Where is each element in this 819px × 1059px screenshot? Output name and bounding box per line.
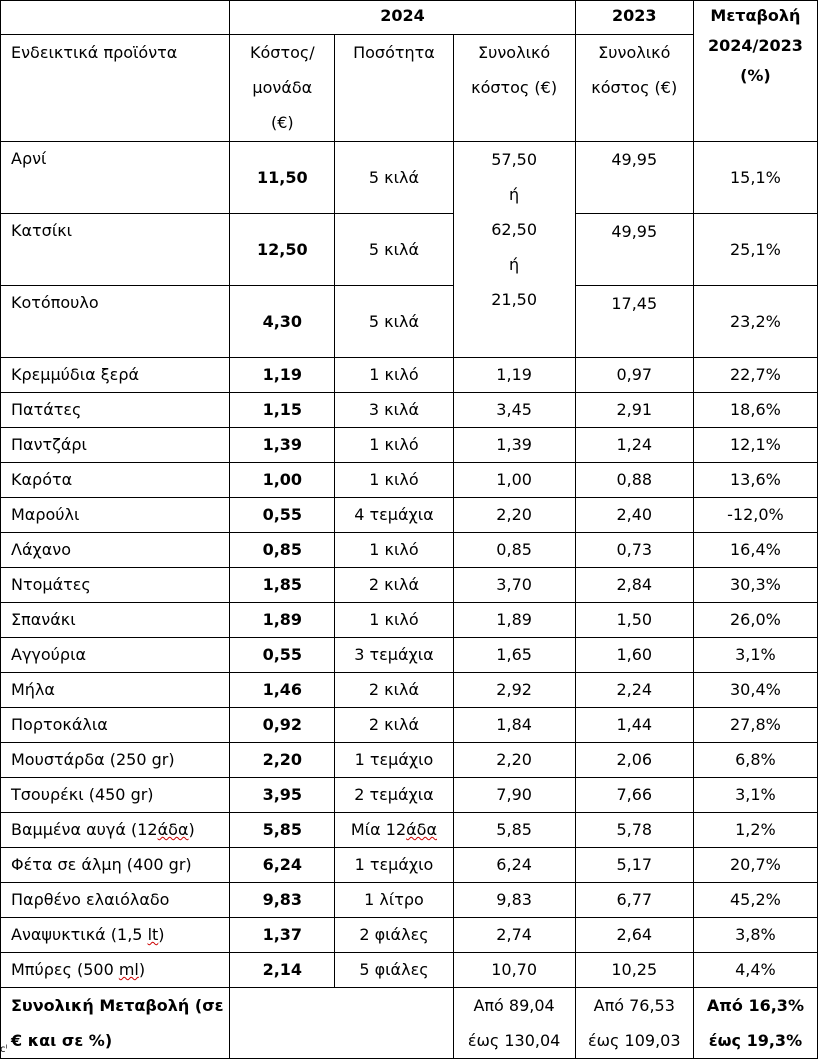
table-row — [1, 708, 818, 743]
total-2024: 3,45 — [453, 393, 575, 428]
change-percent: 16,4% — [693, 533, 817, 568]
header-product: Ενδεικτικά προϊόντα — [1, 35, 230, 142]
total-2024: 0,85 — [453, 533, 575, 568]
total-change-to: έως 19,3% — [708, 1031, 803, 1050]
table-row-goat — [1, 214, 818, 286]
unit-cost: 2,20 — [230, 743, 335, 778]
table-row — [1, 498, 818, 533]
quantity: 4 τεμάχια — [335, 498, 453, 533]
total-2023: 17,45 — [575, 286, 693, 358]
change-percent: 20,7% — [693, 848, 817, 883]
table-row — [1, 358, 818, 393]
change-percent: 25,1% — [693, 214, 817, 286]
unit-cost: 3,95 — [230, 778, 335, 813]
quantity: 5 φιάλες — [335, 953, 453, 988]
total-change-range — [693, 988, 817, 1059]
quantity: 2 κιλά — [335, 568, 453, 603]
change-percent: -12,0% — [693, 498, 817, 533]
total-2023: 6,77 — [575, 883, 693, 918]
table-row — [1, 918, 818, 953]
total-2023: 10,25 — [575, 953, 693, 988]
header-year-2023: 2023 — [575, 1, 693, 35]
total-2024: 7,90 — [453, 778, 575, 813]
table-row — [1, 883, 818, 918]
table-row — [1, 533, 818, 568]
table-row — [1, 743, 818, 778]
change-percent: 30,3% — [693, 568, 817, 603]
header-total-2024 — [453, 35, 575, 142]
table-row-lamb — [1, 142, 818, 214]
product-name-part: Μπύρες (500 — [11, 960, 119, 979]
product-name: Φέτα σε άλμη (400 gr) — [1, 848, 230, 883]
table-row — [1, 463, 818, 498]
total-2024: 6,24 — [453, 848, 575, 883]
header-change-line1: Μεταβολή — [710, 6, 801, 25]
unit-cost: 1,39 — [230, 428, 335, 463]
unit-cost: 1,85 — [230, 568, 335, 603]
change-percent: 26,0% — [693, 603, 817, 638]
product-name: Ντομάτες — [1, 568, 230, 603]
total-2023: 1,60 — [575, 638, 693, 673]
footer-fragment: ᴄᴵ — [0, 1044, 8, 1055]
quantity: 2 τεμάχια — [335, 778, 453, 813]
header-total-2024-line2: κόστος (€) — [471, 78, 558, 97]
product-name — [1, 918, 230, 953]
product-name: Μουστάρδα (250 gr) — [1, 743, 230, 778]
quantity: 1 κιλό — [335, 358, 453, 393]
total-2024: 10,70 — [453, 953, 575, 988]
product-name: Αρνί — [1, 142, 230, 214]
quantity: 1 λίτρο — [335, 883, 453, 918]
change-percent: 12,1% — [693, 428, 817, 463]
quantity: 2 φιάλες — [335, 918, 453, 953]
product-name: Κρεμμύδια ξερά — [1, 358, 230, 393]
change-percent: 23,2% — [693, 286, 817, 358]
product-name-part: ) — [188, 820, 195, 839]
product-name-part: ) — [138, 960, 146, 979]
change-percent: 1,2% — [693, 813, 817, 848]
total-2024-to: έως 130,04 — [467, 1031, 561, 1050]
header-unit-cost-line3: (€) — [270, 113, 294, 132]
total-label-line1: Συνολική Μεταβολή (σε — [11, 996, 224, 1015]
meat-total-or: ή — [509, 185, 520, 204]
unit-cost: 11,50 — [230, 142, 335, 214]
total-2023: 0,88 — [575, 463, 693, 498]
table-row — [1, 778, 818, 813]
table-row — [1, 673, 818, 708]
product-name: Πορτοκάλια — [1, 708, 230, 743]
total-2024: 3,70 — [453, 568, 575, 603]
spellcheck-underline: lt — [147, 925, 159, 944]
unit-cost: 12,50 — [230, 214, 335, 286]
total-2023-to: έως 109,03 — [588, 1031, 681, 1050]
total-2023: 1,24 — [575, 428, 693, 463]
change-percent: 3,1% — [693, 778, 817, 813]
change-percent: 30,4% — [693, 673, 817, 708]
total-2024: 1,65 — [453, 638, 575, 673]
unit-cost: 1,46 — [230, 673, 335, 708]
product-name: Παρθένο ελαιόλαδο — [1, 883, 230, 918]
total-2024-range — [453, 988, 575, 1059]
total-2023: 2,64 — [575, 918, 693, 953]
meat-total-or: ή — [509, 255, 520, 274]
table-row — [1, 603, 818, 638]
table-row — [1, 953, 818, 988]
unit-cost: 4,30 — [230, 286, 335, 358]
unit-cost: 1,89 — [230, 603, 335, 638]
quantity: 2 κιλά — [335, 708, 453, 743]
header-change-line2: 2024/2023 — [707, 36, 803, 55]
change-percent: 22,7% — [693, 358, 817, 393]
unit-cost: 1,15 — [230, 393, 335, 428]
table-row — [1, 638, 818, 673]
quantity: 1 κιλό — [335, 603, 453, 638]
header-unit-cost-line2: μονάδα — [252, 78, 313, 97]
unit-cost: 5,85 — [230, 813, 335, 848]
product-name-part: Βαμμένα αυγά (12 — [11, 820, 158, 839]
total-2024: 5,85 — [453, 813, 575, 848]
quantity: 3 τεμάχια — [335, 638, 453, 673]
total-empty-cell — [230, 988, 453, 1059]
quantity: 1 κιλό — [335, 428, 453, 463]
unit-cost: 1,19 — [230, 358, 335, 393]
total-2024: 1,84 — [453, 708, 575, 743]
total-2024: 9,83 — [453, 883, 575, 918]
spellcheck-underline: άδα — [406, 820, 438, 839]
table-row — [1, 848, 818, 883]
total-2023: 0,73 — [575, 533, 693, 568]
header-total-2024-line1: Συνολικό — [478, 43, 551, 62]
header-total-2023-line1: Συνολικό — [598, 43, 671, 62]
header-unit-cost-line1: Κόστος/ — [250, 43, 315, 62]
total-2024: 1,19 — [453, 358, 575, 393]
header-quantity: Ποσότητα — [335, 35, 453, 142]
change-percent: 3,8% — [693, 918, 817, 953]
product-name: Μαρούλι — [1, 498, 230, 533]
quantity: 1 τεμάχιο — [335, 743, 453, 778]
quantity — [335, 813, 453, 848]
product-name: Σπανάκι — [1, 603, 230, 638]
header-empty-cell — [1, 1, 230, 35]
total-2023: 2,84 — [575, 568, 693, 603]
meat-total-chicken: 21,50 — [491, 290, 538, 309]
change-percent: 4,4% — [693, 953, 817, 988]
total-2023: 1,50 — [575, 603, 693, 638]
total-2023: 49,95 — [575, 142, 693, 214]
header-year-2024: 2024 — [230, 1, 575, 35]
table-body-products — [1, 358, 818, 988]
quantity: 5 κιλά — [335, 214, 453, 286]
quantity: 1 τεμάχιο — [335, 848, 453, 883]
total-2023: 2,06 — [575, 743, 693, 778]
unit-cost: 0,85 — [230, 533, 335, 568]
product-name-part: Αναψυκτικά (1,5 — [11, 925, 148, 944]
product-name: Παντζάρι — [1, 428, 230, 463]
table-row-chicken — [1, 286, 818, 358]
quantity: 1 κιλό — [335, 463, 453, 498]
unit-cost: 1,00 — [230, 463, 335, 498]
product-name — [1, 813, 230, 848]
header-change — [693, 1, 817, 142]
product-name: Κοτόπουλο — [1, 286, 230, 358]
quantity: 1 κιλό — [335, 533, 453, 568]
total-2023-from: Από 76,53 — [593, 996, 675, 1015]
total-2023: 1,44 — [575, 708, 693, 743]
product-name-part: ) — [158, 925, 165, 944]
meat-combined-total-2024 — [453, 142, 575, 358]
product-name — [1, 953, 230, 988]
total-2023: 2,91 — [575, 393, 693, 428]
meat-total-goat: 62,50 — [491, 220, 538, 239]
total-2023: 5,78 — [575, 813, 693, 848]
unit-cost: 9,83 — [230, 883, 335, 918]
product-name: Αγγούρια — [1, 638, 230, 673]
table-row — [1, 393, 818, 428]
product-name: Μήλα — [1, 673, 230, 708]
product-name: Κατσίκι — [1, 214, 230, 286]
quantity: 5 κιλά — [335, 286, 453, 358]
total-2023-range — [575, 988, 693, 1059]
table-row — [1, 428, 818, 463]
quantity-part: Μία 12 — [350, 820, 407, 839]
total-2023: 0,97 — [575, 358, 693, 393]
change-percent: 27,8% — [693, 708, 817, 743]
unit-cost: 6,24 — [230, 848, 335, 883]
quantity: 5 κιλά — [335, 142, 453, 214]
total-2024: 2,92 — [453, 673, 575, 708]
total-2023: 5,17 — [575, 848, 693, 883]
total-label-line2: € και σε %) — [11, 1031, 113, 1050]
table-row — [1, 813, 818, 848]
meat-total-lamb: 57,50 — [491, 150, 538, 169]
unit-cost: 0,92 — [230, 708, 335, 743]
total-2023: 2,24 — [575, 673, 693, 708]
total-2023: 49,95 — [575, 214, 693, 286]
unit-cost: 0,55 — [230, 638, 335, 673]
total-2024: 2,20 — [453, 498, 575, 533]
change-percent: 13,6% — [693, 463, 817, 498]
quantity: 2 κιλά — [335, 673, 453, 708]
total-change-from: Από 16,3% — [706, 996, 804, 1015]
change-percent: 45,2% — [693, 883, 817, 918]
total-2024: 1,39 — [453, 428, 575, 463]
product-name: Λάχανο — [1, 533, 230, 568]
product-name: Πατάτες — [1, 393, 230, 428]
total-2024: 1,00 — [453, 463, 575, 498]
total-2024: 2,20 — [453, 743, 575, 778]
header-total-2023-line2: κόστος (€) — [591, 78, 678, 97]
header-row-years — [1, 1, 818, 35]
table-row-total-change — [1, 988, 818, 1059]
total-2024: 2,74 — [453, 918, 575, 953]
total-2023: 7,66 — [575, 778, 693, 813]
total-2023: 2,40 — [575, 498, 693, 533]
spellcheck-underline: ml — [118, 960, 139, 979]
header-unit-cost — [230, 35, 335, 142]
unit-cost: 1,37 — [230, 918, 335, 953]
quantity: 3 κιλά — [335, 393, 453, 428]
header-change-line3: (%) — [740, 66, 771, 85]
unit-cost: 0,55 — [230, 498, 335, 533]
change-percent: 3,1% — [693, 638, 817, 673]
table-row — [1, 568, 818, 603]
change-percent: 15,1% — [693, 142, 817, 214]
product-name: Καρότα — [1, 463, 230, 498]
total-2024: 1,89 — [453, 603, 575, 638]
spellcheck-underline: άδα — [157, 820, 189, 839]
change-percent: 6,8% — [693, 743, 817, 778]
unit-cost: 2,14 — [230, 953, 335, 988]
header-total-2023 — [575, 35, 693, 142]
total-2024-from: Από 89,04 — [473, 996, 555, 1015]
product-name: Τσουρέκι (450 gr) — [1, 778, 230, 813]
change-percent: 18,6% — [693, 393, 817, 428]
